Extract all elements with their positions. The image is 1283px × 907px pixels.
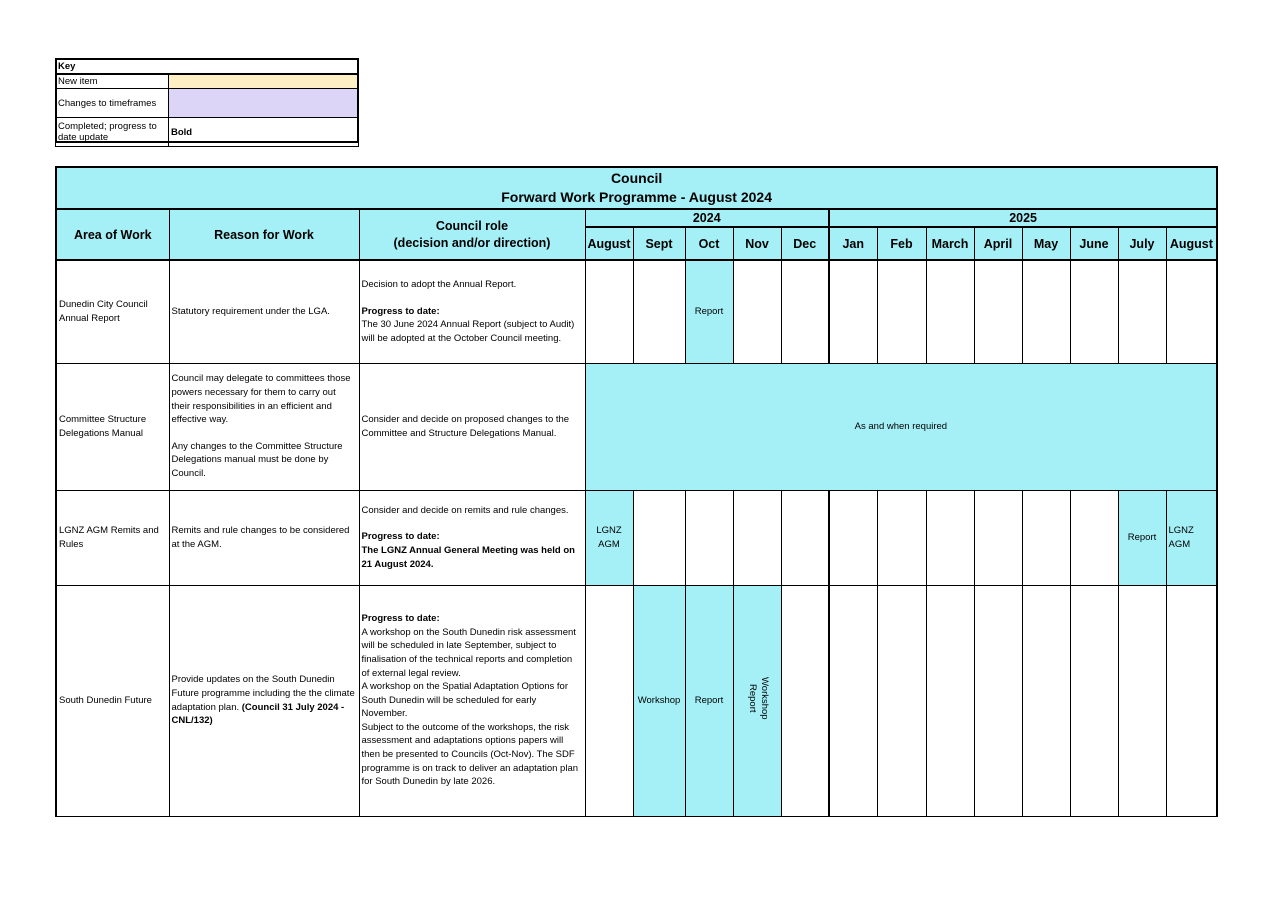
header-year-2025: 2025 (829, 209, 1217, 227)
row3-aug2-lgnz-agm: LGNZ AGM (1166, 490, 1217, 585)
key-swatch-changes (169, 89, 359, 118)
month-july: July (1118, 227, 1166, 260)
row4-reason (169, 585, 359, 816)
month-aug-2024: August (585, 227, 633, 260)
title-line-2: Forward Work Programme - August 2024 (501, 189, 772, 205)
table-title (56, 167, 1217, 209)
row4-reason-text: Provide updates on the South Dunedin Future programme including the the climate adaptation plan. (171, 674, 355, 713)
row1-progress-text: The 30 June 2024 Annual Report (subject to Audit) will be adopted at the October Council meeting. (361, 319, 575, 344)
council-role-line-2: (decision and/or direction) (393, 235, 551, 250)
row4-reason-bold: (Council 31 July 2024 - CNL/132) (171, 701, 345, 727)
header-year-2024: 2024 (585, 209, 829, 227)
key-value-bold: Bold (169, 118, 359, 147)
month-dec: Dec (781, 227, 829, 260)
month-march: March (926, 227, 974, 260)
table-row (56, 363, 1217, 490)
row3-area: LGNZ AGM Remits and Rules (56, 490, 169, 585)
month-nov: Nov (733, 227, 781, 260)
table-row (56, 585, 1217, 816)
row1-area: Dunedin City Council Annual Report (56, 260, 169, 363)
row4-nov-text: Workshop Report (747, 676, 770, 720)
key-label-new-item: New item (56, 74, 169, 89)
row1-progress-label: Progress to date: (361, 305, 440, 317)
row1-role-intro: Decision to adopt the Annual Report. (361, 279, 517, 291)
key-table (55, 58, 359, 147)
row4-role (359, 585, 585, 816)
row4-progress-label: Progress to date: (361, 613, 440, 625)
row2-area: Committee Structure Delegations Manual (56, 363, 169, 490)
key-label-completed: Completed; progress to date update (56, 118, 169, 147)
row3-role-intro: Consider and decide on remits and rule changes. (361, 504, 569, 516)
row4-area: South Dunedin Future (56, 585, 169, 816)
row4-nov-workshop-report (733, 585, 781, 816)
row3-role (359, 490, 585, 585)
month-june: June (1070, 227, 1118, 260)
row3-progress-label: Progress to date: (361, 531, 440, 543)
row1-reason: Statutory requirement under the LGA. (169, 260, 359, 363)
row3-july-report: Report (1118, 490, 1166, 585)
header-council-role (359, 209, 585, 260)
table-row (56, 260, 1217, 363)
month-oct: Oct (685, 227, 733, 260)
table-row (56, 490, 1217, 585)
header-reason-for-work: Reason for Work (169, 209, 359, 260)
row4-sept-workshop: Workshop (633, 585, 685, 816)
row4-oct-report: Report (685, 585, 733, 816)
council-role-line-1: Council role (435, 218, 509, 233)
row2-as-and-when-required: As and when required (585, 363, 1217, 490)
forward-work-programme-table (55, 166, 1218, 817)
month-jan: Jan (829, 227, 877, 260)
month-aug-2025: August (1166, 227, 1217, 260)
row2-reason (169, 363, 359, 490)
row1-role (359, 260, 585, 363)
key-title: Key (56, 59, 359, 75)
row3-reason: Remits and rule changes to be considered at the AGM. (169, 490, 359, 585)
row2-role: Consider and decide on proposed changes to the Committee and Structure Delegations Manual. (359, 363, 585, 490)
row2-reason-p2: Any changes to the Committee Structure Delegations manual must be done by Council. (171, 440, 343, 479)
key-label-changes: Changes to timeframes (56, 89, 169, 118)
title-line-1: Council (610, 170, 663, 186)
month-feb: Feb (877, 227, 926, 260)
row3-aug-lgnz-agm: LGNZ AGM (585, 490, 633, 585)
row4-progress-text: A workshop on the South Dunedin risk assessment will be scheduled in late September, subject to finalisation of the technical reports and completion of external legal review. A workshop on the Spatial Adaptation Options for South Dunedin will be scheduled for early November. Subject to the outcome of the workshops, the risk assessment and adaptations options papers will then be presented to Councils (Oct-Nov). The SDF programme is on track to deliver an adaptation plan for South Dunedin by late 2026. (361, 626, 579, 788)
month-may: May (1022, 227, 1070, 260)
month-april: April (974, 227, 1022, 260)
key-swatch-new-item (169, 74, 359, 89)
month-sept: Sept (633, 227, 685, 260)
row3-progress-text: The LGNZ Annual General Meeting was held on 21 August 2024. (361, 545, 575, 570)
row1-oct-report: Report (685, 260, 733, 363)
header-area-of-work: Area of Work (56, 209, 169, 260)
row2-reason-p1: Council may delegate to committees those powers necessary for them to carry out their responsibilities in an efficient and effective way. (171, 373, 351, 426)
